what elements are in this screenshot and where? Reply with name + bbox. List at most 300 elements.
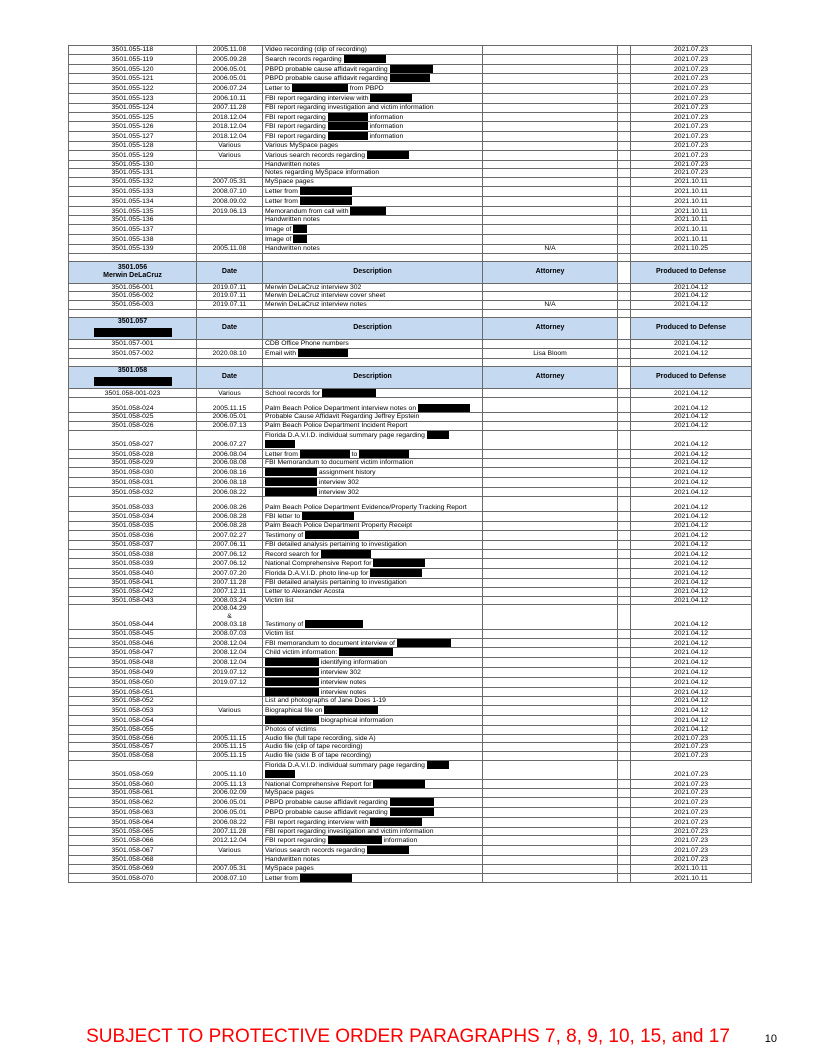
description-cell: Merwin DeLaCruz interview notes [263, 301, 483, 310]
redaction-bar [397, 639, 451, 647]
section-header-row [69, 261, 752, 283]
date-cell: 2007.11.28 [197, 827, 263, 836]
document-id-cell: 3501.056-001 [69, 283, 197, 292]
description-cell: Letter to from PBPD [263, 84, 483, 94]
column-gap [618, 103, 631, 112]
date-cell [197, 339, 263, 348]
spacer-row [69, 309, 752, 317]
produced-date-cell: 2021.04.12 [631, 292, 752, 301]
redaction-bar [427, 431, 449, 439]
produced-date-cell: 2021.07.23 [631, 54, 752, 64]
section-header-row [69, 317, 752, 339]
description-cell: Letter to Alexander Acosta [263, 587, 483, 596]
table-row [69, 512, 752, 522]
date-column-header: Date [197, 261, 263, 283]
date-cell: 2019.07.11 [197, 292, 263, 301]
date-cell [197, 697, 263, 706]
attorney-cell [483, 497, 618, 512]
attorney-cell [483, 827, 618, 836]
document-id-cell: 3501.058-068 [69, 855, 197, 864]
redaction-bar [305, 531, 359, 539]
date-cell: 2006.08.08 [197, 459, 263, 468]
section-name-redaction [94, 328, 172, 337]
column-gap [618, 339, 631, 348]
date-cell: 2006.08.26 [197, 497, 263, 512]
date-cell: 2018.12.04 [197, 132, 263, 142]
attorney-cell [483, 74, 618, 84]
attorney-cell [483, 93, 618, 103]
date-cell: 2005.11.08 [197, 46, 263, 55]
date-line: 2008.03.18 [212, 621, 247, 629]
attorney-cell [483, 798, 618, 808]
redaction-bar [350, 207, 386, 215]
date-cell: Various [197, 706, 263, 716]
document-id-cell: 3501.055-124 [69, 103, 197, 112]
date-cell: 2006.08.04 [197, 449, 263, 459]
attorney-cell [483, 112, 618, 122]
description-cell: Image of [263, 234, 483, 244]
section-id-header [69, 366, 197, 388]
document-id-cell: 3501.055-135 [69, 206, 197, 216]
redaction-bar [359, 450, 409, 458]
column-gap [618, 761, 631, 780]
table-row [69, 569, 752, 579]
produced-date-cell: 2021.04.12 [631, 413, 752, 422]
table-row [69, 658, 752, 668]
description-cell: Memorandum from call with [263, 206, 483, 216]
produced-date-cell: 2021.04.12 [631, 648, 752, 658]
description-cell: Merwin DeLaCruz interview 302 [263, 283, 483, 292]
produced-date-cell: 2021.07.23 [631, 141, 752, 150]
produced-date-cell: 2021.07.23 [631, 807, 752, 817]
description-cell: Search records regarding [263, 54, 483, 64]
table-row [69, 93, 752, 103]
redaction-bar [265, 688, 319, 696]
table-row [69, 761, 752, 780]
column-gap [618, 477, 631, 487]
redaction-bar [370, 569, 422, 577]
produced-date-cell: 2021.07.23 [631, 761, 752, 780]
produced-date-cell: 2021.04.12 [631, 398, 752, 413]
column-gap [618, 54, 631, 64]
description-cell: FBI report regarding investigation and victim information [263, 103, 483, 112]
date-cell [197, 855, 263, 864]
date-cell: 2006.05.01 [197, 807, 263, 817]
column-gap [618, 196, 631, 206]
column-gap [618, 638, 631, 648]
attorney-cell [483, 716, 618, 726]
date-cell [197, 725, 263, 734]
redaction-bar [373, 559, 425, 567]
attorney-cell [483, 648, 618, 658]
attorney-cell [483, 64, 618, 74]
produced-column-header: Produced to Defense [631, 261, 752, 283]
column-gap [618, 225, 631, 235]
attorney-cell [483, 150, 618, 160]
attorney-cell: N/A [483, 244, 618, 253]
document-id-cell: 3501.055-136 [69, 216, 197, 225]
description-cell: CDB Office Phone numbers [263, 339, 483, 348]
table-row [69, 549, 752, 559]
description-column-header: Description [263, 261, 483, 283]
description-cell: Handwritten notes [263, 160, 483, 169]
column-gap [618, 549, 631, 559]
column-gap [618, 512, 631, 522]
produced-date-cell: 2021.07.23 [631, 779, 752, 789]
column-gap [618, 468, 631, 478]
table-row [69, 540, 752, 549]
description-cell: FBI detailed analysis pertaining to investigation [263, 579, 483, 588]
attorney-cell [483, 122, 618, 132]
date-cell: 2008.09.02 [197, 196, 263, 206]
produced-date-cell: 2021.04.12 [631, 339, 752, 348]
spacer-cell [69, 253, 197, 261]
redaction-bar [339, 648, 393, 656]
attorney-cell [483, 587, 618, 596]
table-row [69, 46, 752, 55]
attorney-cell [483, 477, 618, 487]
description-cell: FBI report regarding interview with [263, 817, 483, 827]
produced-date-cell: 2021.04.12 [631, 549, 752, 559]
produced-date-cell: 2021.04.12 [631, 348, 752, 358]
document-id-cell: 3501.055-122 [69, 84, 197, 94]
produced-date-cell: 2021.04.12 [631, 301, 752, 310]
produced-date-cell: 2021.07.23 [631, 836, 752, 846]
document-id-cell: 3501.055-118 [69, 46, 197, 55]
column-gap [618, 141, 631, 150]
attorney-cell [483, 779, 618, 789]
redaction-bar [293, 225, 307, 233]
column-gap [618, 398, 631, 413]
redaction-bar [370, 818, 422, 826]
produced-date-cell: 2021.04.12 [631, 605, 752, 629]
table-row [69, 846, 752, 856]
date-cell: 2006.05.01 [197, 64, 263, 74]
section-id-header [69, 261, 197, 283]
attorney-cell [483, 605, 618, 629]
produced-date-cell: 2021.07.23 [631, 827, 752, 836]
date-cell: 2007.11.28 [197, 103, 263, 112]
date-cell [197, 605, 263, 629]
table-row [69, 430, 752, 449]
produced-date-cell: 2021.10.11 [631, 864, 752, 873]
document-id-cell: 3501.058-026 [69, 422, 197, 431]
table-row [69, 716, 752, 726]
description-cell: Palm Beach Police Department Evidence/Property Tracking Report [263, 497, 483, 512]
produced-date-cell: 2021.04.12 [631, 559, 752, 569]
attorney-cell [483, 225, 618, 235]
document-id-cell: 3501.058-058 [69, 752, 197, 761]
column-gap [618, 648, 631, 658]
produced-date-cell: 2021.04.12 [631, 706, 752, 716]
document-id-cell: 3501.058-035 [69, 522, 197, 531]
table-row [69, 234, 752, 244]
document-id-cell: 3501.055-133 [69, 186, 197, 196]
description-cell: interview 302 [263, 668, 483, 678]
attorney-cell [483, 807, 618, 817]
table-row [69, 827, 752, 836]
table-row [69, 283, 752, 292]
document-id-cell: 3501.058-037 [69, 540, 197, 549]
table-row [69, 817, 752, 827]
document-id-cell: 3501.058-061 [69, 789, 197, 798]
document-id-cell: 3501.058-051 [69, 687, 197, 697]
attorney-cell [483, 743, 618, 752]
attorney-cell [483, 706, 618, 716]
attorney-cell [483, 873, 618, 883]
description-cell: Letter from [263, 873, 483, 883]
date-cell: Various [197, 141, 263, 150]
document-id-cell: 3501.058-042 [69, 587, 197, 596]
date-cell: 2008.07.10 [197, 186, 263, 196]
date-cell: 2006.05.01 [197, 413, 263, 422]
description-cell: Video recording (clip of recording) [263, 46, 483, 55]
produced-date-cell: 2021.07.23 [631, 169, 752, 178]
table-row [69, 752, 752, 761]
description-cell: interview notes [263, 687, 483, 697]
table-row [69, 169, 752, 178]
table-row [69, 706, 752, 716]
document-id-cell: 3501.055-127 [69, 132, 197, 142]
attorney-cell [483, 196, 618, 206]
document-id-cell: 3501.058-060 [69, 779, 197, 789]
attorney-cell [483, 846, 618, 856]
table-row [69, 339, 752, 348]
spacer-cell [263, 358, 483, 366]
document-id-cell: 3501.055-138 [69, 234, 197, 244]
produced-date-cell: 2021.04.12 [631, 677, 752, 687]
document-id-cell: 3501.055-139 [69, 244, 197, 253]
column-gap [618, 687, 631, 697]
date-cell: 2008.12.04 [197, 638, 263, 648]
table-row [69, 216, 752, 225]
redaction-bar [390, 65, 433, 73]
document-id-cell: 3501.058-001-023 [69, 388, 197, 398]
document-id-cell: 3501.058-065 [69, 827, 197, 836]
table-row [69, 873, 752, 883]
redaction-bar [265, 770, 295, 778]
column-gap [618, 677, 631, 687]
column-gap [618, 216, 631, 225]
attorney-cell [483, 522, 618, 531]
produced-date-cell: 2021.10.11 [631, 873, 752, 883]
column-gap [618, 855, 631, 864]
document-id-cell: 3501.055-128 [69, 141, 197, 150]
attorney-cell [483, 54, 618, 64]
document-id-cell: 3501.058-046 [69, 638, 197, 648]
attorney-cell [483, 734, 618, 743]
date-cell: Various [197, 846, 263, 856]
redaction-bar [300, 874, 352, 882]
table-row [69, 150, 752, 160]
attorney-cell [483, 487, 618, 497]
column-gap [618, 789, 631, 798]
redaction-bar [292, 84, 348, 92]
produced-date-cell: 2021.04.12 [631, 658, 752, 668]
document-id-cell: 3501.058-038 [69, 549, 197, 559]
document-id-cell: 3501.058-059 [69, 761, 197, 780]
date-cell [197, 687, 263, 697]
description-cell: FBI report regarding information [263, 836, 483, 846]
section-id-header [69, 317, 197, 339]
produced-date-cell: 2021.07.23 [631, 103, 752, 112]
attorney-cell [483, 596, 618, 605]
produced-date-cell: 2021.04.12 [631, 716, 752, 726]
table-row [69, 605, 752, 629]
date-cell: 2006.08.28 [197, 522, 263, 531]
spacer-cell [483, 309, 618, 317]
date-cell: 2006.07.27 [197, 430, 263, 449]
date-cell: 2007.06.11 [197, 540, 263, 549]
table-row [69, 687, 752, 697]
attorney-cell [483, 216, 618, 225]
description-cell: Photos of victims [263, 725, 483, 734]
date-cell: 2008.12.04 [197, 648, 263, 658]
column-gap [618, 178, 631, 187]
description-cell: interview 302 [263, 487, 483, 497]
redaction-bar [373, 780, 425, 788]
attorney-cell [483, 398, 618, 413]
table-row [69, 596, 752, 605]
description-cell: Palm Beach Police Department interview notes on [263, 398, 483, 413]
column-gap [618, 449, 631, 459]
date-cell: 2007.05.31 [197, 864, 263, 873]
produced-date-cell: 2021.07.23 [631, 93, 752, 103]
date-cell [197, 234, 263, 244]
column-gap [618, 430, 631, 449]
table-row [69, 112, 752, 122]
table-row [69, 413, 752, 422]
produced-date-cell: 2021.04.12 [631, 579, 752, 588]
table-row [69, 697, 752, 706]
attorney-cell [483, 234, 618, 244]
produced-date-cell: 2021.10.25 [631, 244, 752, 253]
spacer-cell [263, 309, 483, 317]
description-cell: School records for [263, 388, 483, 398]
produced-date-cell: 2021.04.12 [631, 459, 752, 468]
document-id-cell: 3501.058-049 [69, 668, 197, 678]
protective-order-footer: SUBJECT TO PROTECTIVE ORDER PARAGRAPHS 7, 8, 9, 10, 15, and 17 [86, 1026, 730, 1047]
date-cell: 2008.03.24 [197, 596, 263, 605]
table-row [69, 292, 752, 301]
attorney-cell [483, 449, 618, 459]
date-cell: 2006.07.13 [197, 422, 263, 431]
column-gap [618, 244, 631, 253]
date-cell: 2007.02.27 [197, 531, 263, 541]
document-id-cell: 3501.057-002 [69, 348, 197, 358]
spacer-cell [197, 309, 263, 317]
document-id-cell: 3501.055-131 [69, 169, 197, 178]
date-cell: 2020.08.10 [197, 348, 263, 358]
table-row [69, 103, 752, 112]
table-row [69, 348, 752, 358]
description-cell: National Comprehensive Report for [263, 779, 483, 789]
produced-date-cell: 2021.10.11 [631, 196, 752, 206]
date-cell: 2005.11.15 [197, 398, 263, 413]
document-id-cell: 3501.055-126 [69, 122, 197, 132]
column-gap [618, 84, 631, 94]
table-row [69, 497, 752, 512]
document-id-cell: 3501.057-001 [69, 339, 197, 348]
redaction-bar [328, 132, 368, 140]
date-cell: 2019.07.11 [197, 301, 263, 310]
date-cell: 2005.11.15 [197, 752, 263, 761]
spacer-row [69, 358, 752, 366]
document-id-cell: 3501.055-130 [69, 160, 197, 169]
description-cell: PBPD probable cause affidavit regarding [263, 807, 483, 817]
description-column-header: Description [263, 366, 483, 388]
column-gap [618, 112, 631, 122]
redaction-bar [300, 187, 352, 195]
produced-date-cell: 2021.04.12 [631, 540, 752, 549]
date-cell: Various [197, 150, 263, 160]
document-id-cell: 3501.055-120 [69, 64, 197, 74]
produced-date-cell: 2021.07.23 [631, 798, 752, 808]
document-id-cell: 3501.058-050 [69, 677, 197, 687]
description-cell: Palm Beach Police Department Incident Report [263, 422, 483, 431]
produced-date-cell: 2021.07.23 [631, 150, 752, 160]
column-gap [618, 827, 631, 836]
spacer-cell [631, 253, 752, 261]
column-gap [618, 697, 631, 706]
table-row [69, 84, 752, 94]
attorney-cell [483, 141, 618, 150]
column-gap [618, 422, 631, 431]
description-cell: Audio file (side B of tape recording) [263, 752, 483, 761]
spacer-cell [69, 309, 197, 317]
produced-date-cell: 2021.07.23 [631, 743, 752, 752]
redaction-bar [298, 349, 348, 357]
description-cell: Image of [263, 225, 483, 235]
date-cell: 2006.05.01 [197, 798, 263, 808]
date-cell: 2008.12.04 [197, 658, 263, 668]
table-row [69, 648, 752, 658]
produced-date-cell: 2021.07.23 [631, 84, 752, 94]
column-gap [618, 283, 631, 292]
date-cell: 2006.07.24 [197, 84, 263, 94]
table-row [69, 186, 752, 196]
attorney-cell [483, 512, 618, 522]
document-id-cell: 3501.058-063 [69, 807, 197, 817]
column-gap [618, 186, 631, 196]
column-gap [618, 74, 631, 84]
spacer-cell [197, 253, 263, 261]
date-cell [197, 716, 263, 726]
attorney-cell [483, 413, 618, 422]
attorney-cell [483, 430, 618, 449]
description-cell: MySpace pages [263, 789, 483, 798]
table-row [69, 779, 752, 789]
attorney-cell [483, 388, 618, 398]
spacer-cell [631, 358, 752, 366]
column-gap [618, 169, 631, 178]
attorney-cell [483, 658, 618, 668]
attorney-cell [483, 697, 618, 706]
table-row [69, 638, 752, 648]
document-id-cell: 3501.055-125 [69, 112, 197, 122]
description-cell: FBI report regarding information [263, 122, 483, 132]
redaction-bar [265, 658, 319, 666]
attorney-cell [483, 103, 618, 112]
produced-date-cell: 2021.04.12 [631, 687, 752, 697]
redaction-bar [427, 761, 449, 769]
document-id-cell: 3501.058-066 [69, 836, 197, 846]
table-row [69, 559, 752, 569]
document-id-cell: 3501.058-052 [69, 697, 197, 706]
table-row [69, 244, 752, 253]
description-cell: Audio file (clip of tape recording) [263, 743, 483, 752]
redaction-bar [418, 404, 470, 412]
